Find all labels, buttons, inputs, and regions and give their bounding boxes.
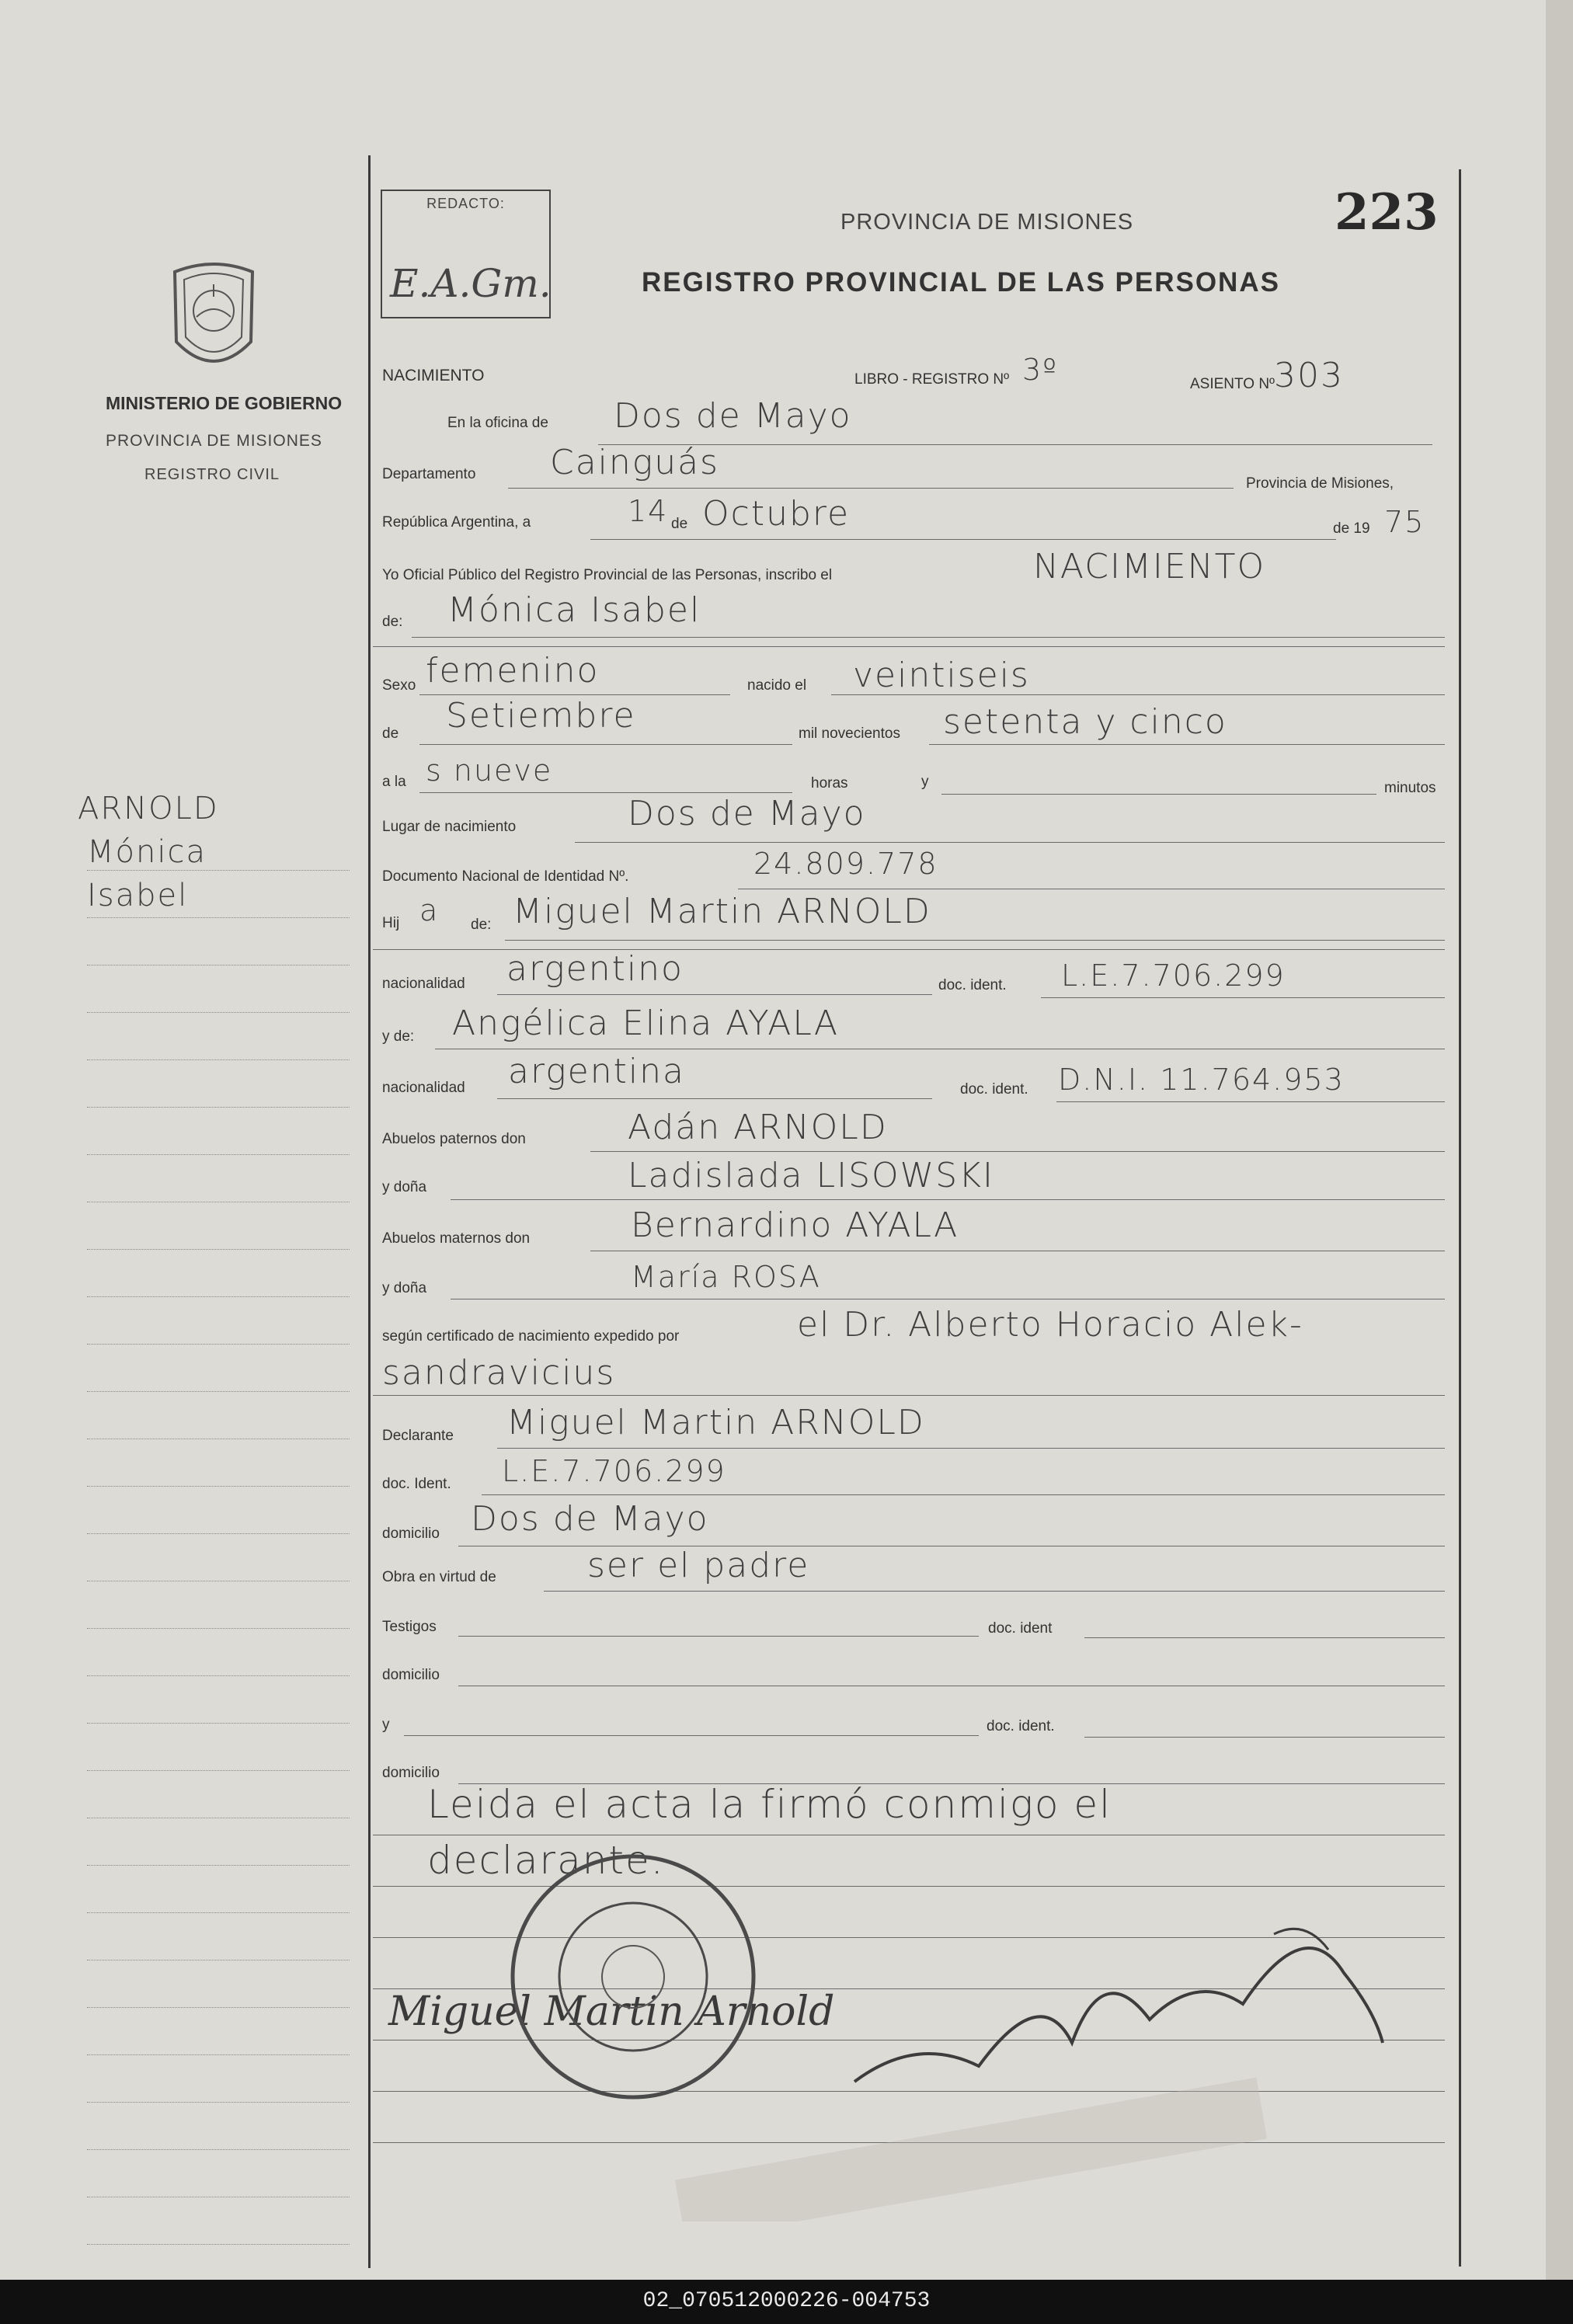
nac2-label: nacionalidad: [382, 1080, 465, 1096]
margin-dotted-line: [87, 2102, 350, 2103]
abpat-value: Adán ARNOLD: [628, 1108, 888, 1147]
hora-value: s nueve: [426, 753, 553, 788]
alas-label: a la: [382, 774, 406, 790]
fecha-line: [590, 539, 1336, 540]
docident5-label: doc. ident.: [987, 1718, 1055, 1734]
page-edge: [1546, 0, 1573, 2280]
scan-id: 02_070512000226-004753: [642, 2289, 931, 2313]
province-heading: PROVINCIA DE MISIONES: [840, 210, 1134, 235]
margin-dotted-line: [87, 2244, 350, 2245]
scan-id-bar: [0, 2280, 1573, 2324]
docident4-line: [1084, 1637, 1445, 1638]
libro-value: 3º: [1022, 353, 1059, 387]
docident4-label: doc. ident: [988, 1620, 1053, 1637]
certificado-value2: sandravicius: [382, 1353, 616, 1393]
anio-nac-line: [929, 744, 1445, 745]
minutos-label: minutos: [1384, 780, 1436, 796]
closing-line2: declarante.: [427, 1838, 665, 1883]
sexo-label: Sexo: [382, 677, 416, 694]
margin-dotted-line: [87, 1770, 350, 1771]
mes-value: Octubre: [702, 494, 851, 534]
lugar-label: Lugar de nacimiento: [382, 819, 517, 835]
dni-label: Documento Nacional de Identidad Nº.: [382, 868, 629, 885]
declarante-label: Declarante: [382, 1428, 454, 1444]
oficina-label: En la oficina de: [447, 415, 548, 431]
left-rule: [368, 155, 371, 2268]
certificado-line: [373, 1395, 1445, 1396]
ydona2-label: y doña: [382, 1280, 427, 1296]
margin-dotted-line: [87, 1107, 350, 1108]
nombre-line2: [373, 646, 1445, 647]
margin-note-name2: Isabel: [87, 878, 189, 913]
declarante-line: [497, 1448, 1445, 1449]
margin-dotted-line: [87, 2007, 350, 2008]
faded-stamp-mark: [668, 2035, 1274, 2221]
margin-dotted-line: [87, 1533, 350, 1534]
y2-line: [404, 1735, 979, 1736]
republica-label: República Argentina, a: [382, 514, 531, 531]
mes-nac-line: [419, 744, 792, 745]
yde-label: y de:: [382, 1028, 415, 1045]
redacto-box: [381, 190, 551, 318]
domicilio1-label: domicilio: [382, 1526, 440, 1542]
nacido-value: veintiseis: [853, 656, 1030, 695]
anio-label: de 19: [1333, 520, 1370, 537]
nac1-value: argentino: [506, 949, 684, 989]
page-number: 223: [1335, 183, 1439, 242]
nombre-line: [412, 637, 1445, 638]
margin-note-surname: ARNOLD: [78, 791, 219, 826]
mes-nac-value: Setiembre: [446, 696, 636, 736]
certificado-label: según certificado de nacimiento expedido por: [382, 1328, 680, 1345]
sexo-value: femenino: [426, 651, 600, 691]
margin-dotted-line: [87, 1344, 350, 1345]
minutos-line: [941, 794, 1376, 795]
abmat-value: Bernardino AYALA: [631, 1205, 959, 1245]
ministry-emblem: [159, 256, 268, 381]
asiento-value: 303: [1274, 356, 1344, 395]
padre-value: Miguel Martin ARNOLD: [513, 892, 931, 931]
oficina-line: [598, 444, 1432, 445]
lugar-value: Dos de Mayo: [628, 794, 866, 833]
horas-label: horas: [811, 775, 848, 791]
nacido-line: [831, 694, 1445, 695]
abmat-label: Abuelos maternos don: [382, 1230, 531, 1247]
right-rule: [1459, 169, 1461, 2267]
de2-label: de:: [382, 614, 403, 630]
margin-dotted-line: [87, 917, 350, 918]
dni-value: 24.809.778: [753, 847, 938, 881]
declarante-value: Miguel Martin ARNOLD: [506, 1403, 925, 1442]
registry-heading: REGISTRO PROVINCIAL DE LAS PERSONAS: [642, 267, 1280, 297]
de4-label: de:: [471, 917, 492, 933]
libro-label: LIBRO - REGISTRO Nº: [854, 371, 1010, 388]
closing-line1: Leida el acta la firmó conmigo el: [427, 1782, 1112, 1827]
mil-label: mil novecientos: [799, 725, 900, 742]
certificado-value: el Dr. Alberto Horacio Alek-: [797, 1305, 1303, 1345]
domicilio3-label: domicilio: [382, 1765, 440, 1781]
margin-dotted-line: [87, 1486, 350, 1487]
oficial-value: NACIMIENTO: [1033, 547, 1266, 586]
madre-value: Angélica Elina AYALA: [452, 1004, 840, 1043]
margin-dotted-line: [87, 1723, 350, 1724]
margin-dotted-line: [87, 1012, 350, 1013]
abpat-line: [590, 1151, 1445, 1152]
docident2-label: doc. ident.: [960, 1081, 1028, 1098]
sexo-line: [419, 694, 730, 695]
margin-dotted-line: [87, 1675, 350, 1676]
anio-nac-value: setenta y cinco: [943, 702, 1227, 742]
departamento-line: [508, 488, 1234, 489]
docident3-label: doc. Ident.: [382, 1476, 451, 1492]
domicilio2-label: domicilio: [382, 1667, 440, 1683]
padre-line: [505, 940, 1445, 941]
redacto-label: REDACTO:: [426, 196, 505, 211]
ministry-line1: MINISTERIO DE GOBIERNO: [106, 393, 343, 413]
declarant-signature: Miguel Martin Arnold: [388, 1988, 835, 2035]
margin-dotted-line: [87, 1865, 350, 1866]
docident1-label: doc. ident.: [938, 977, 1007, 993]
margin-dotted-line: [87, 1154, 350, 1155]
docident3-line: [482, 1494, 1445, 1495]
nacido-label: nacido el: [747, 677, 807, 694]
abpat-label: Abuelos paternos don: [382, 1131, 526, 1147]
nac2-value: argentina: [508, 1052, 685, 1091]
nacimiento-label: NACIMIENTO: [382, 367, 485, 384]
redacto-initials: E.A.Gm.: [390, 261, 552, 306]
hij-suffix: a: [419, 893, 440, 927]
y2-label: y: [382, 1717, 390, 1733]
lugar-line: [575, 842, 1445, 843]
margin-dotted-line: [87, 2149, 350, 2150]
de3-label: de: [382, 725, 399, 742]
nac2-line: [497, 1098, 932, 1099]
obra-value: ser el padre: [587, 1546, 810, 1585]
margin-dotted-line: [87, 1628, 350, 1629]
docident1-value: L.E.7.706.299: [1061, 958, 1286, 993]
ministry-line2: PROVINCIA DE MISIONES: [106, 432, 322, 450]
y-label: y: [921, 774, 929, 790]
ydona1-label: y doña: [382, 1179, 427, 1195]
domicilio1-value: Dos de Mayo: [471, 1499, 709, 1539]
nac1-label: nacionalidad: [382, 976, 465, 992]
margin-dotted-line: [87, 1296, 350, 1297]
asiento-label: ASIENTO Nº: [1190, 376, 1275, 392]
obra-label: Obra en virtud de: [382, 1569, 496, 1585]
nac1-line: [497, 994, 932, 995]
abpat2-line: [451, 1199, 1445, 1200]
margin-note-name1: Mónica: [87, 834, 207, 870]
hij-label: Hij: [382, 915, 400, 931]
docident2-value: D.N.I. 11.764.953: [1058, 1063, 1345, 1097]
abmat2-value: María ROSA: [631, 1260, 821, 1294]
docident2-line: [1056, 1101, 1445, 1102]
margin-dotted-line: [87, 2054, 350, 2055]
docident3-value: L.E.7.706.299: [502, 1454, 726, 1488]
docident1-line: [1041, 997, 1445, 998]
obra-line: [544, 1591, 1445, 1592]
nombre-value: Mónica Isabel: [447, 590, 701, 630]
hora-line: [419, 792, 792, 793]
oficial-label: Yo Oficial Público del Registro Provincial de las Personas, inscribo el: [382, 567, 833, 583]
margin-dotted-line: [87, 1912, 350, 1913]
ministry-line3: REGISTRO CIVIL: [144, 466, 280, 483]
abpat2-value: Ladislada LISOWSKI: [628, 1156, 994, 1195]
departamento-value: Cainguás: [550, 443, 719, 482]
docident5-line: [1084, 1737, 1445, 1738]
provincia-label: Provincia de Misiones,: [1246, 475, 1394, 492]
anio-value: 75: [1384, 505, 1425, 539]
margin-dotted-line: [87, 1059, 350, 1060]
margin-dotted-line: [87, 870, 350, 871]
oficina-value: Dos de Mayo: [614, 396, 852, 436]
testigos-line: [458, 1636, 979, 1637]
departamento-label: Departamento: [382, 466, 476, 482]
testigos-label: Testigos: [382, 1619, 437, 1635]
de-label: de: [671, 516, 688, 532]
dia-value: 14: [628, 494, 669, 528]
margin-dotted-line: [87, 1391, 350, 1392]
margin-dotted-line: [87, 1249, 350, 1250]
